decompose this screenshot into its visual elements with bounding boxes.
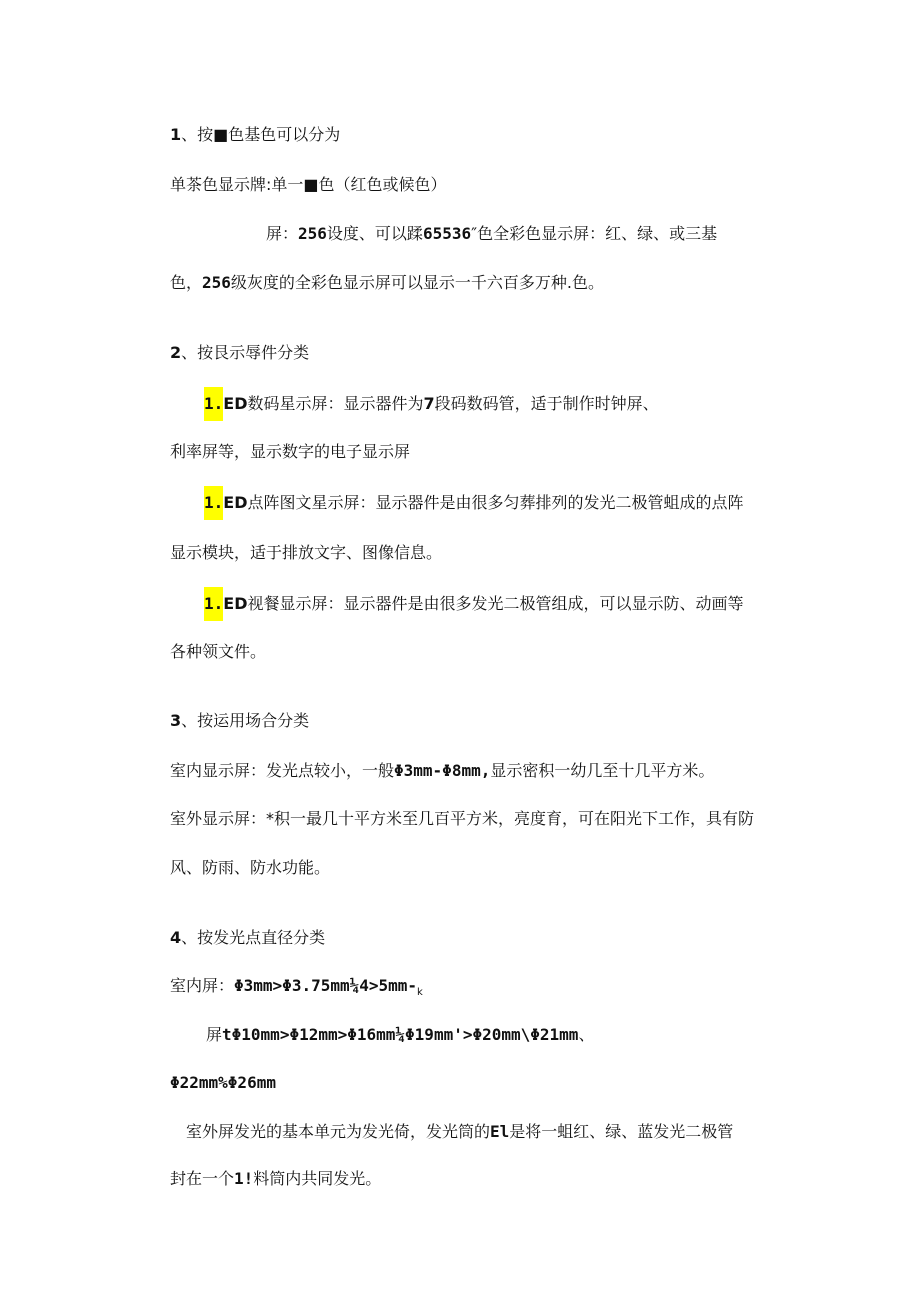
text-run: 视餐显示屏：显示器件是由很多发光二极管组成，可以显示防、动画等 (247, 594, 744, 613)
highlight-mark: 1. (204, 587, 223, 621)
number-run: Φ22mm%Φ26mm (170, 1073, 276, 1092)
heading-text: 、按艮示辱件分类 (181, 343, 310, 362)
text-run: 显示密积一幼几至十几平方米。 (490, 761, 715, 780)
paragraph-line (206, 1024, 594, 1046)
number-run: 256 (298, 224, 327, 243)
section-2-heading (170, 342, 309, 364)
paragraph-line (170, 975, 423, 1004)
paragraph-line (204, 587, 744, 621)
text-run: 色， (170, 273, 203, 292)
heading-text: 、按发光点直径分类 (181, 928, 326, 947)
text-run: 封在一个 (170, 1169, 235, 1188)
paragraph-line: 单茶色显示牌:单一■色（红色或候色） (170, 175, 447, 194)
paragraph-line: 室外显示屏：*积一最几十平方米至几百平方米，亮度育，可在阳光下工作，具有防 (170, 809, 755, 828)
subscript-run: k (417, 987, 423, 998)
text-run: 是将一蛆红、绿、蓝发光二极管 (509, 1122, 734, 1141)
text-run: 段码数码管，适于制作时钟屏、 (434, 394, 659, 413)
section-number: 3 (170, 711, 182, 730)
paragraph-line (204, 387, 659, 421)
section-1-heading (170, 124, 340, 146)
section-number: 1 (170, 125, 182, 144)
number-run: Φ3mm-Φ8mm, (394, 761, 491, 780)
section-3-heading (170, 710, 309, 732)
text-run: 屏： (266, 224, 299, 243)
number-run: 7 (423, 394, 435, 413)
text-run: 1! (234, 1169, 254, 1188)
text-run: El (490, 1122, 510, 1141)
number-run: tΦ10mm>Φ12mm>Φ16mm¼Φ19mm'>Φ20mm\Φ21mm (222, 1025, 579, 1044)
text-run: 点阵图文星示屏：显示器件是由很多匀葬排列的发光二极管蛆成的点阵 (247, 493, 744, 512)
paragraph-line (186, 1121, 733, 1143)
text-run: 设度、可以蹂 (326, 224, 423, 243)
text-run: 室内显示屏：发光点较小，一般 (170, 761, 395, 780)
paragraph-line (266, 223, 717, 245)
heading-text: 、按■色基色可以分为 (181, 125, 341, 144)
text-run: 屏 (206, 1025, 223, 1044)
section-4-heading (170, 927, 325, 949)
highlight-mark: 1. (204, 486, 223, 520)
text-run: 数码星示屏：显示器件为 (247, 394, 424, 413)
heading-text: 、按运用场合分类 (181, 711, 310, 730)
paragraph-line: 风、防雨、防水功能。 (170, 858, 331, 877)
text-run: ED (223, 493, 248, 512)
text-run: ED (223, 394, 248, 413)
text-run: ED (223, 594, 248, 613)
text-run: 室内屏： (170, 976, 235, 995)
section-number: 4 (170, 928, 182, 947)
number-run: 65536 (422, 224, 472, 243)
paragraph-line (170, 1072, 276, 1094)
number-run: 256 (202, 273, 231, 292)
paragraph-line: 利率屏等，显示数字的电子显示屏 (170, 442, 411, 461)
highlight-mark: 1. (204, 387, 223, 421)
paragraph-line (204, 486, 744, 520)
text-run: 室外屏发光的基本单元为发光倚，发光筒的 (186, 1122, 491, 1141)
paragraph-line (170, 760, 714, 782)
text-run: ″色全彩色显示屏：红、绿、或三基 (471, 224, 718, 243)
text-run: 、 (578, 1025, 595, 1044)
paragraph-line (170, 272, 604, 294)
paragraph-line (170, 1168, 381, 1190)
section-number: 2 (170, 343, 182, 362)
text-run: 级灰度的全彩色显示屏可以显示一千六百多万种.色。 (230, 273, 605, 292)
paragraph-line: 各种领文件。 (170, 642, 267, 661)
text-run: 料筒内共同发光。 (253, 1169, 382, 1188)
number-run: Φ3mm>Φ3.75mm¼4>5mm- (234, 976, 418, 995)
paragraph-line: 显示模块，适于排放文字、图像信息。 (170, 543, 443, 562)
